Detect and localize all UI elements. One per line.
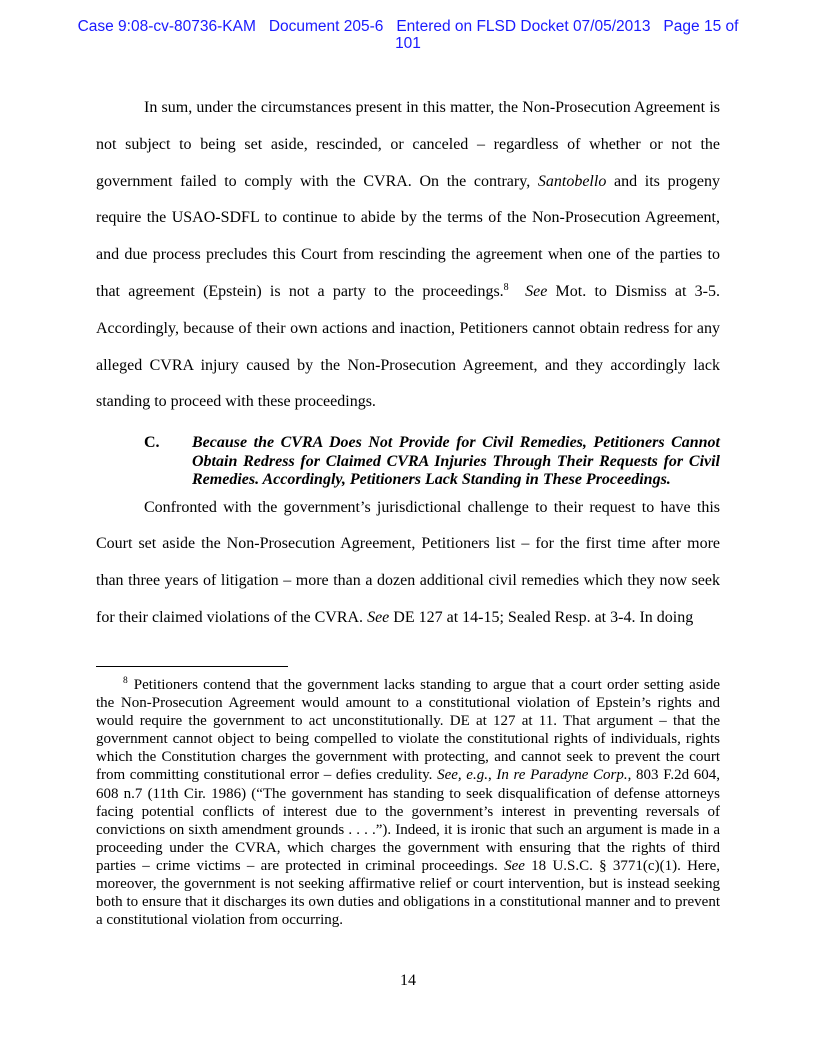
section-heading-c <box>96 434 720 490</box>
signal-see: See <box>525 282 548 300</box>
para2-text-1: Confronted with the government’s jurisdictional challenge to their request to have this Court set aside the Non-Prosecution Agreement, Petitioners list – for the first time after more than three years of litigation – more than a dozen additional civil remedies which they now seek for their claimed violations of the CVRA. <box>96 498 720 627</box>
body-text <box>96 90 720 637</box>
section-letter: C. <box>144 434 160 452</box>
paragraph-summary <box>96 90 720 421</box>
footnote-number: 8 <box>123 676 128 686</box>
footnote-divider <box>96 666 288 667</box>
footnote-8 <box>96 676 720 929</box>
footnote-text-1: Petitioners contend that the government lacks standing to argue that a court order setting aside the Non-Prosecution Agreement would amount to a constitutional violation of Epstein’s rights and would require the government to act unconstitutionally. DE at 127 at 11. That argument – that the government cannot object to being compelled to violate the constitutional rights of individuals, rights which the Constitution charges the government with protecting, and cannot seek to prevent the court from committing constitutional error – defies credulity. <box>96 677 720 784</box>
para1-text-2: and its progeny require the USAO-SDFL to continue to abide by the terms of the Non-Prosecution Agreement, and due process precludes this Court from rescinding the agreement when one of the parties to that agreement (Epstein) is not a party to the proceedings. <box>96 172 720 300</box>
page-number: 14 <box>400 972 416 989</box>
signal-see-2: See <box>367 609 390 627</box>
docket-header-line1: Case 9:08-cv-80736-KAM Document 205-6 Entered on FLSD Docket 07/05/2013 Page 15 of <box>77 18 739 35</box>
para1-text-1: In sum, under the circumstances present in this matter, the Non-Prosecution Agreement is not subject to being set aside, rescinded, or canceled – regardless of whether or not the government failed to comply with the CVRA. On the contrary, <box>96 99 720 190</box>
docket-header-line2: 101 <box>395 35 421 52</box>
signal-see-3: See <box>504 857 525 874</box>
footnote-text-3: , 803 F.2d 604, 608 n.7 (11th Cir. 1986) (“The government has standing to seek disqualification of defense attorneys facing potential conflicts of interest due to the government’s interest in preventing reversals of convictions on sixth amendment grounds . . . .”). Indeed, it is ironic that such an argument is made in a proceeding under the CVRA, which charges the government with ensuring that the rights of third parties – crime victims – are protected in criminal proceedings. <box>96 767 720 874</box>
case-name-paradyne: In re Paradyne Corp. <box>496 767 628 784</box>
para2-text-2: DE 127 at 14-15; Sealed Resp. at 3-4. In doing <box>389 609 694 627</box>
case-name-santobello: Santobello <box>537 172 607 190</box>
section-heading-text: Because the CVRA Does Not Provide for Civil Remedies, Petitioners Cannot Obtain Redress for Claimed CVRA Injuries Through Their Requests for Civil Remedies. Accordingly, Petitioners Lack Standing in These Proceedings. <box>192 434 720 489</box>
para1-text-3: Mot. to Dismiss at 3-5. Accordingly, because of their own actions and inaction, Petitioners cannot obtain redress for any alleged CVRA injury caused by the Non-Prosecution Agreement, and they accordingly lack standing to proceed with these proceedings. <box>96 282 721 411</box>
signal-see-eg: See, e.g. <box>437 767 488 784</box>
footnote-reference[interactable]: 8 <box>503 281 509 293</box>
paragraph-confronted <box>96 490 720 637</box>
footnote-text-4: 18 U.S.C. § 3771(c)(1). Here, moreover, the government is not seeking affirmative relief or court intervention, but is instead seeking both to ensure that it discharges its own duties and obligations in a constitutional manner and to prevent a constitutional violation from occurring. <box>96 857 720 929</box>
para1-spacer <box>509 283 525 300</box>
docket-header-stamp <box>40 18 776 52</box>
footnote-text-2: , <box>487 767 497 784</box>
